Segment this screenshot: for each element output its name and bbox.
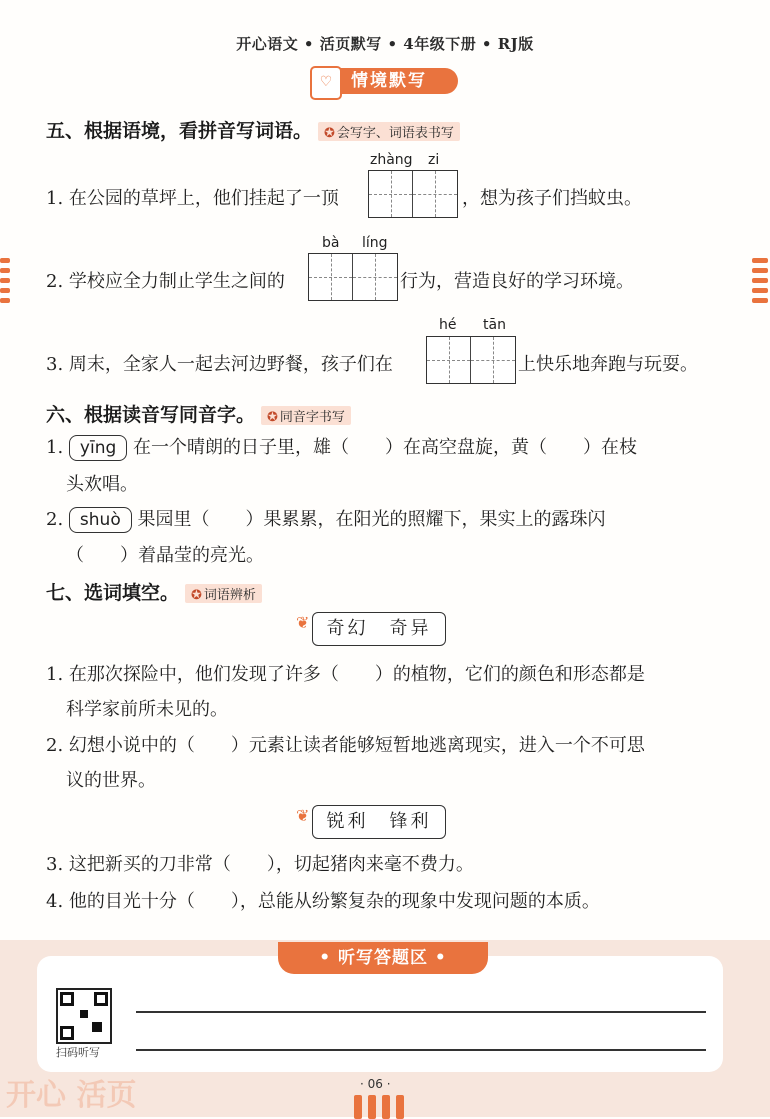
section5-tag: ✪ 会写字、词语表书写 (318, 122, 460, 141)
s7-item2-line1: 2. 幻想小说中的（ ）元素让读者能够短暂地逃离现实，进入一个不可思 (46, 735, 645, 756)
brand-logo: 开心 活页 (6, 1078, 137, 1113)
s5-item1-pinyin1: zhàng (370, 152, 413, 168)
gear-icon: ✪ (191, 588, 202, 603)
left-side-marker (0, 258, 10, 303)
leaf-icon: ❦ (296, 613, 310, 632)
s7-item2-line2: 议的世界。 (66, 770, 156, 791)
s5-item2-pinyin2: líng (362, 235, 388, 251)
s6-item2-line1: 2. shuò 果园里（ ）果累累，在阳光的照耀下，果实上的露珠闪 (46, 505, 605, 533)
s6-item2-line2: （ ）着晶莹的亮光。 (66, 545, 264, 566)
section6-tag: ✪ 同音字书写 (261, 406, 351, 425)
page-number: · 06 · (360, 1077, 391, 1091)
heart-icon: ♡ (310, 66, 342, 100)
bottom-tab-2 (368, 1095, 376, 1119)
bottom-tab-3 (382, 1095, 390, 1119)
answer-area-title: • 听写答题区 • (278, 942, 488, 974)
qr-code-icon[interactable] (56, 988, 112, 1044)
answer-line-1[interactable] (136, 1011, 706, 1013)
s7-item3: 3. 这把新买的刀非常（ ），切起猪肉来毫不费力。 (46, 854, 474, 875)
s5-item3-pinyin1: hé (439, 317, 457, 333)
s5-item3-after: 上快乐地奔跑与玩耍。 (518, 354, 698, 375)
leaf-icon: ❦ (296, 806, 310, 825)
bottom-tab-4 (396, 1095, 404, 1119)
qr-caption: 扫码听写 (56, 1046, 100, 1059)
s5-item1-writing-grid[interactable] (368, 170, 458, 218)
s5-item2-pinyin1: bà (322, 235, 340, 251)
gear-icon: ✪ (267, 410, 278, 425)
s5-item1-pinyin2: zi (428, 152, 440, 168)
s6-item2-pinyin-box: shuò (69, 507, 132, 533)
gear-icon: ✪ (324, 126, 335, 141)
s5-item3-pinyin2: tān (483, 317, 506, 333)
s6-item1-line1: 1. yīng 在一个晴朗的日子里，雄（ ）在高空盘旋，黄（ ）在枝 (46, 433, 637, 461)
s5-item2-after: 行为，营造良好的学习环境。 (400, 271, 634, 292)
s5-item3-before: 3. 周末，全家人一起去河边野餐，孩子们在 (46, 354, 393, 375)
word-choice-box-2: 锐利 锋利 (312, 805, 446, 839)
word-choice-box-1: 奇幻 奇异 (312, 612, 446, 646)
section7-tag: ✪ 词语辨析 (185, 584, 262, 603)
s5-item1-before: 1. 在公园的草坪上，他们挂起了一顶 (46, 188, 339, 209)
s7-item4: 4. 他的目光十分（ ），总能从纷繁复杂的现象中发现问题的本质。 (46, 891, 600, 912)
right-side-marker (752, 258, 768, 303)
section5-title: 五、根据语境，看拼音写词语。 ✪ 会写字、词语表书写 (46, 116, 460, 143)
section7-title: 七、选词填空。 ✪ 词语辨析 (46, 578, 262, 605)
page-header: 开心语文 • 活页默写 • 4年级下册 • RJ版 (236, 35, 534, 53)
section-banner (300, 66, 460, 98)
s5-item1-after: ，想为孩子们挡蚊虫。 (462, 188, 642, 209)
s5-item3-writing-grid[interactable] (426, 336, 516, 384)
section6-title: 六、根据读音写同音字。 ✪ 同音字书写 (46, 400, 351, 427)
bottom-tab-1 (354, 1095, 362, 1119)
s5-item2-before: 2. 学校应全力制止学生之间的 (46, 271, 285, 292)
answer-line-2[interactable] (136, 1049, 706, 1051)
s7-item1-line2: 科学家前所未见的。 (66, 699, 228, 720)
s6-item1-pinyin-box: yīng (69, 435, 127, 461)
banner-title: 情境默写 (320, 68, 458, 94)
s7-item1-line1: 1. 在那次探险中，他们发现了许多（ ）的植物，它们的颜色和形态都是 (46, 664, 645, 685)
s5-item2-writing-grid[interactable] (308, 253, 398, 301)
s6-item1-line2: 头欢唱。 (66, 474, 138, 495)
